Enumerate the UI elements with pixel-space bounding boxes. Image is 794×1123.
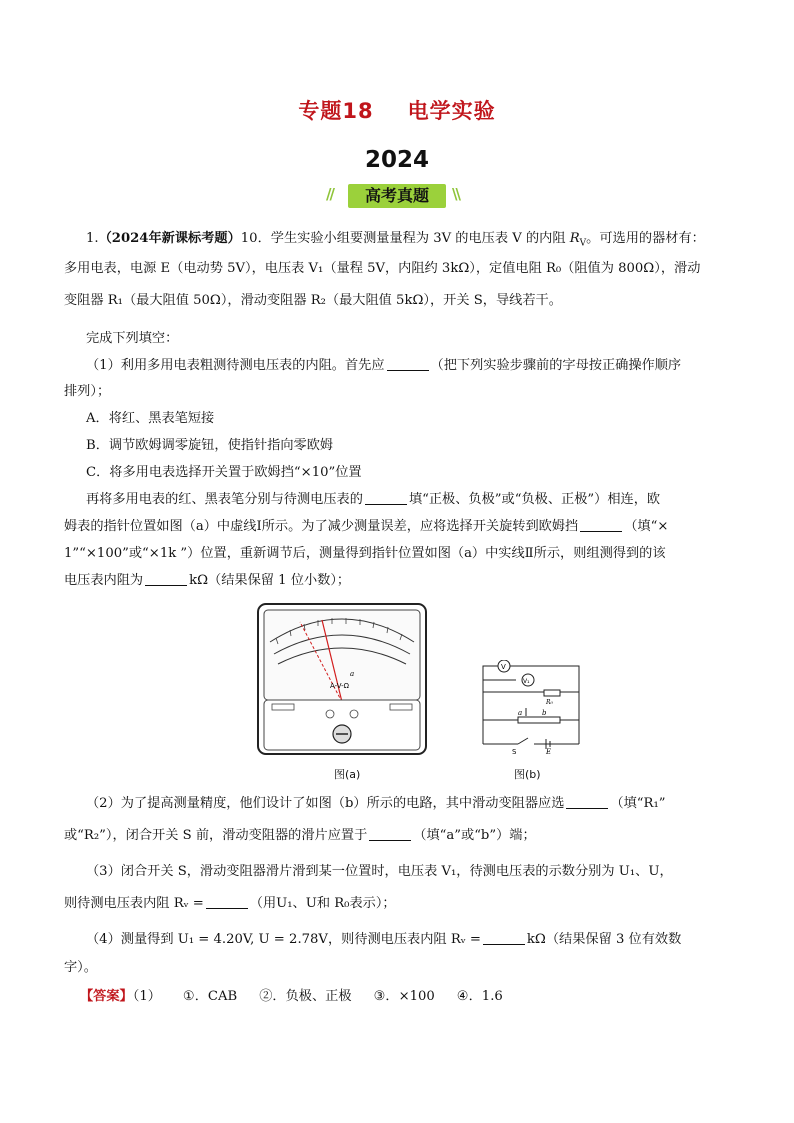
year-heading: 2024 xyxy=(364,147,429,173)
title-topic-name: 电学实验 xyxy=(407,99,496,123)
answer-part: （1） xyxy=(132,989,161,1004)
resistor-r0-label: R₀ xyxy=(546,699,553,706)
battery-e-label: E xyxy=(546,748,552,756)
question-line-4: 完成下列填空： xyxy=(86,331,179,346)
question-line-2: 多用电表，电源 E（电动势 5V），电压表 V₁（量程 5V，内阻约 3kΩ），定值电阻 R₀（阻值为 800Ω），滑动 xyxy=(64,261,701,276)
figure-b-caption: 图(b) xyxy=(514,768,541,781)
part2-line-a: （2）为了提高测量精度，他们设计了如图（b）所示的电路，其中滑动变阻器应选 （填“R₁” xyxy=(86,796,666,811)
answer-2: ②．负极、正极 xyxy=(259,989,352,1004)
part4-line-b: 字）。 xyxy=(64,960,97,975)
part3-line-b: 则待测电压表内阻 Rᵥ = （用U₁、U和 R₀表示）； xyxy=(64,896,396,911)
switch-s-label: S xyxy=(512,748,517,756)
voltmeter-v-label: V xyxy=(501,663,506,671)
option-c: C．将多用电表选择开关置于欧姆挡“×10”位置 xyxy=(86,465,362,480)
slash-right-decoration: \\ xyxy=(452,185,459,203)
circuit-figure xyxy=(478,660,586,756)
answer-1: ①．CAB xyxy=(182,989,238,1004)
part1-line-c: 再将多用电表的红、黑表笔分别与待测电压表的 填“正极、负极”或“负极、正极”）相连，欧 xyxy=(86,492,661,507)
part1-line-f: 电压表内阻为 kΩ（结果保留 1 位小数）； xyxy=(64,573,351,588)
multimeter-figure xyxy=(256,602,428,760)
meter-dial-label: A-V-Ω xyxy=(330,682,350,690)
part1-line-d: 姆表的指针位置如图（a）中虚线Ⅰ所示。为了减少测量误差，应将选择开关旋转到欧姆挡 （填“× xyxy=(64,519,669,534)
meter-label-a: a xyxy=(350,670,355,678)
banner xyxy=(320,184,474,210)
answer-line xyxy=(80,987,760,1007)
option-b: B．调节欧姆调零旋钮，使指针指向零欧姆 xyxy=(86,438,334,453)
answer-4: ④．1.6 xyxy=(456,989,503,1004)
rheostat-b-label: b xyxy=(542,709,547,717)
question-line-1: 1.（2024年新课标考题）10．学生实验小组要测量量程为 3V 的电压表 V 的内阻 $R_V$。可选用的器材有： xyxy=(86,231,705,249)
answer-3: ③．×100 xyxy=(373,989,435,1004)
voltmeter-v1-label: V₁ xyxy=(523,678,530,685)
option-a: A．将红、黑表笔短接 xyxy=(86,411,215,426)
part4-line-a: （4）测量得到 U₁ = 4.20V, U = 2.78V，则待测电压表内阻 Rᵥ = kΩ（结果保留 3 位有效数 xyxy=(86,932,682,947)
part1-line-a: （1）利用多用电表粗测待测电压表的内阻。首先应 （把下列实验步骤前的字母按正确操作顺序 xyxy=(86,358,682,373)
part3-line-a: （3）闭合开关 S，滑动变阻器滑片滑到某一位置时，电压表 V₁，待测电压表的示数分别为 U₁、U， xyxy=(86,864,673,879)
slash-left-decoration: // xyxy=(326,185,333,203)
page-title xyxy=(0,95,794,125)
figure-a-caption: 图(a) xyxy=(334,768,361,781)
part1-line-b: 排列）； xyxy=(64,384,111,399)
part2-line-b: 或“R₂”），闭合开关 S 前，滑动变阻器的滑片应置于 （填“a”或“b”）端； xyxy=(64,828,536,843)
rheostat-a-label: a xyxy=(518,709,523,717)
question-line-3: 变阻器 R₁（最大阻值 50Ω），滑动变阻器 R₂（最大阻值 5kΩ），开关 S，导线若干。 xyxy=(64,293,562,308)
banner-label: 高考真题 xyxy=(348,184,446,208)
part1-line-e: 1”“×100”或“×1k ”）位置，重新调节后，测量得到指针位置如图（a）中实线Ⅱ所示，则组测得到的该 xyxy=(64,546,666,561)
title-topic-number: 专题18 xyxy=(298,99,374,123)
answer-label: 【答案】 xyxy=(80,989,133,1004)
